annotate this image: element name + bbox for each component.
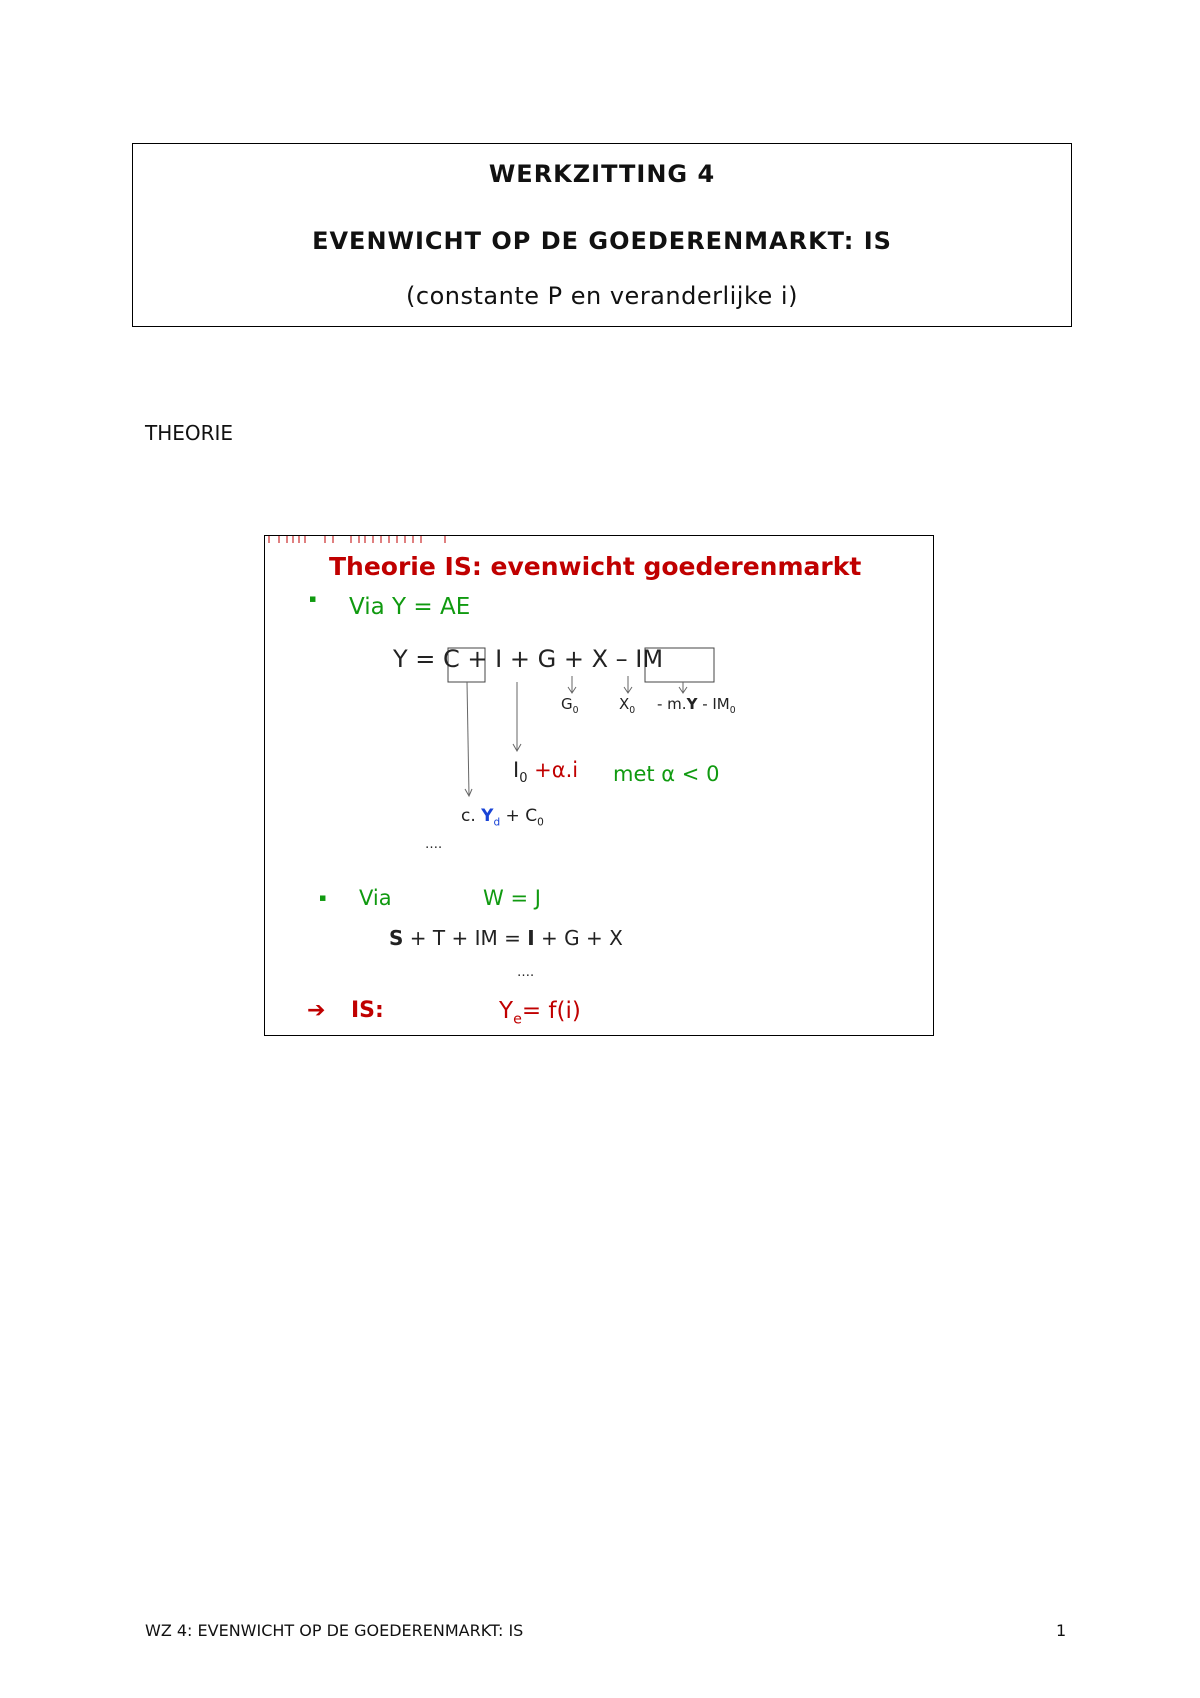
page-number: 1 (1056, 1621, 1067, 1640)
i-base: I (513, 758, 520, 782)
ye-base: Y (499, 998, 514, 1024)
my-suffix: - IM (697, 695, 730, 713)
footer-text: WZ 4: EVENWICHT OP DE GOEDERENMARKT: IS (145, 1621, 524, 1640)
alpha-condition: met α < 0 (613, 762, 720, 786)
document-title: WERKZITTING 4 (488, 160, 716, 188)
eq-mid: + I + G + X (459, 645, 616, 673)
my-prefix: - m. (657, 695, 687, 713)
slide-title: Theorie IS: evenwicht goederenmarkt (329, 552, 862, 581)
ye-sub: e (513, 1011, 522, 1028)
g-sub: 0 (572, 705, 579, 716)
via-y-ae: Via Y = AE (349, 594, 471, 620)
c-suffix: + C (500, 806, 538, 826)
arrow-right-icon: ➔ (307, 998, 326, 1023)
is-function (499, 998, 581, 1028)
x-sub: 0 (629, 705, 636, 716)
eq2-end: + G + X (534, 926, 623, 950)
eq2-mid: + T + IM = (403, 926, 528, 950)
equation-ae (393, 645, 663, 673)
document-subtitle-note: (constante P en veranderlijke i) (406, 282, 798, 310)
x-zero (619, 695, 635, 716)
i-sub: 0 (519, 771, 528, 787)
w-equals-j: W = J (483, 886, 541, 910)
bullet-icon-2: ▪ (319, 891, 327, 904)
eq-c: C (443, 645, 460, 673)
investment-function (513, 758, 578, 786)
g-base: G (561, 695, 573, 713)
eq-left: Y = (393, 645, 444, 673)
is-label: IS: (351, 998, 384, 1023)
c-sub: d (493, 816, 501, 829)
my-bold: Y (686, 695, 698, 713)
x-base: X (619, 695, 630, 713)
ye-rest: = f(i) (521, 998, 581, 1024)
eq2-s: S (389, 926, 404, 950)
c-prefix: c. (461, 806, 482, 826)
eq-im: – IM (615, 645, 664, 673)
section-label: THEORIE (145, 421, 234, 445)
g-zero (561, 695, 579, 716)
i-term: +α.i (534, 758, 579, 782)
c-sub-zero: 0 (537, 816, 544, 829)
bullet-icon: ▪ (309, 592, 317, 605)
title-box (132, 143, 1072, 327)
ellipsis-2: …. (517, 965, 535, 980)
import-function (657, 695, 736, 716)
c-bold: Y (481, 806, 494, 826)
equation-wj (389, 926, 623, 950)
document-subtitle: EVENWICHT OP DE GOEDERENMARKT: IS (312, 227, 892, 255)
ellipsis-1: …. (425, 837, 443, 852)
via-2: Via (359, 886, 392, 910)
my-sub: 0 (729, 705, 736, 716)
slide-image (264, 535, 934, 1036)
eq2-i: I (527, 926, 535, 950)
consumption-function (461, 806, 544, 828)
